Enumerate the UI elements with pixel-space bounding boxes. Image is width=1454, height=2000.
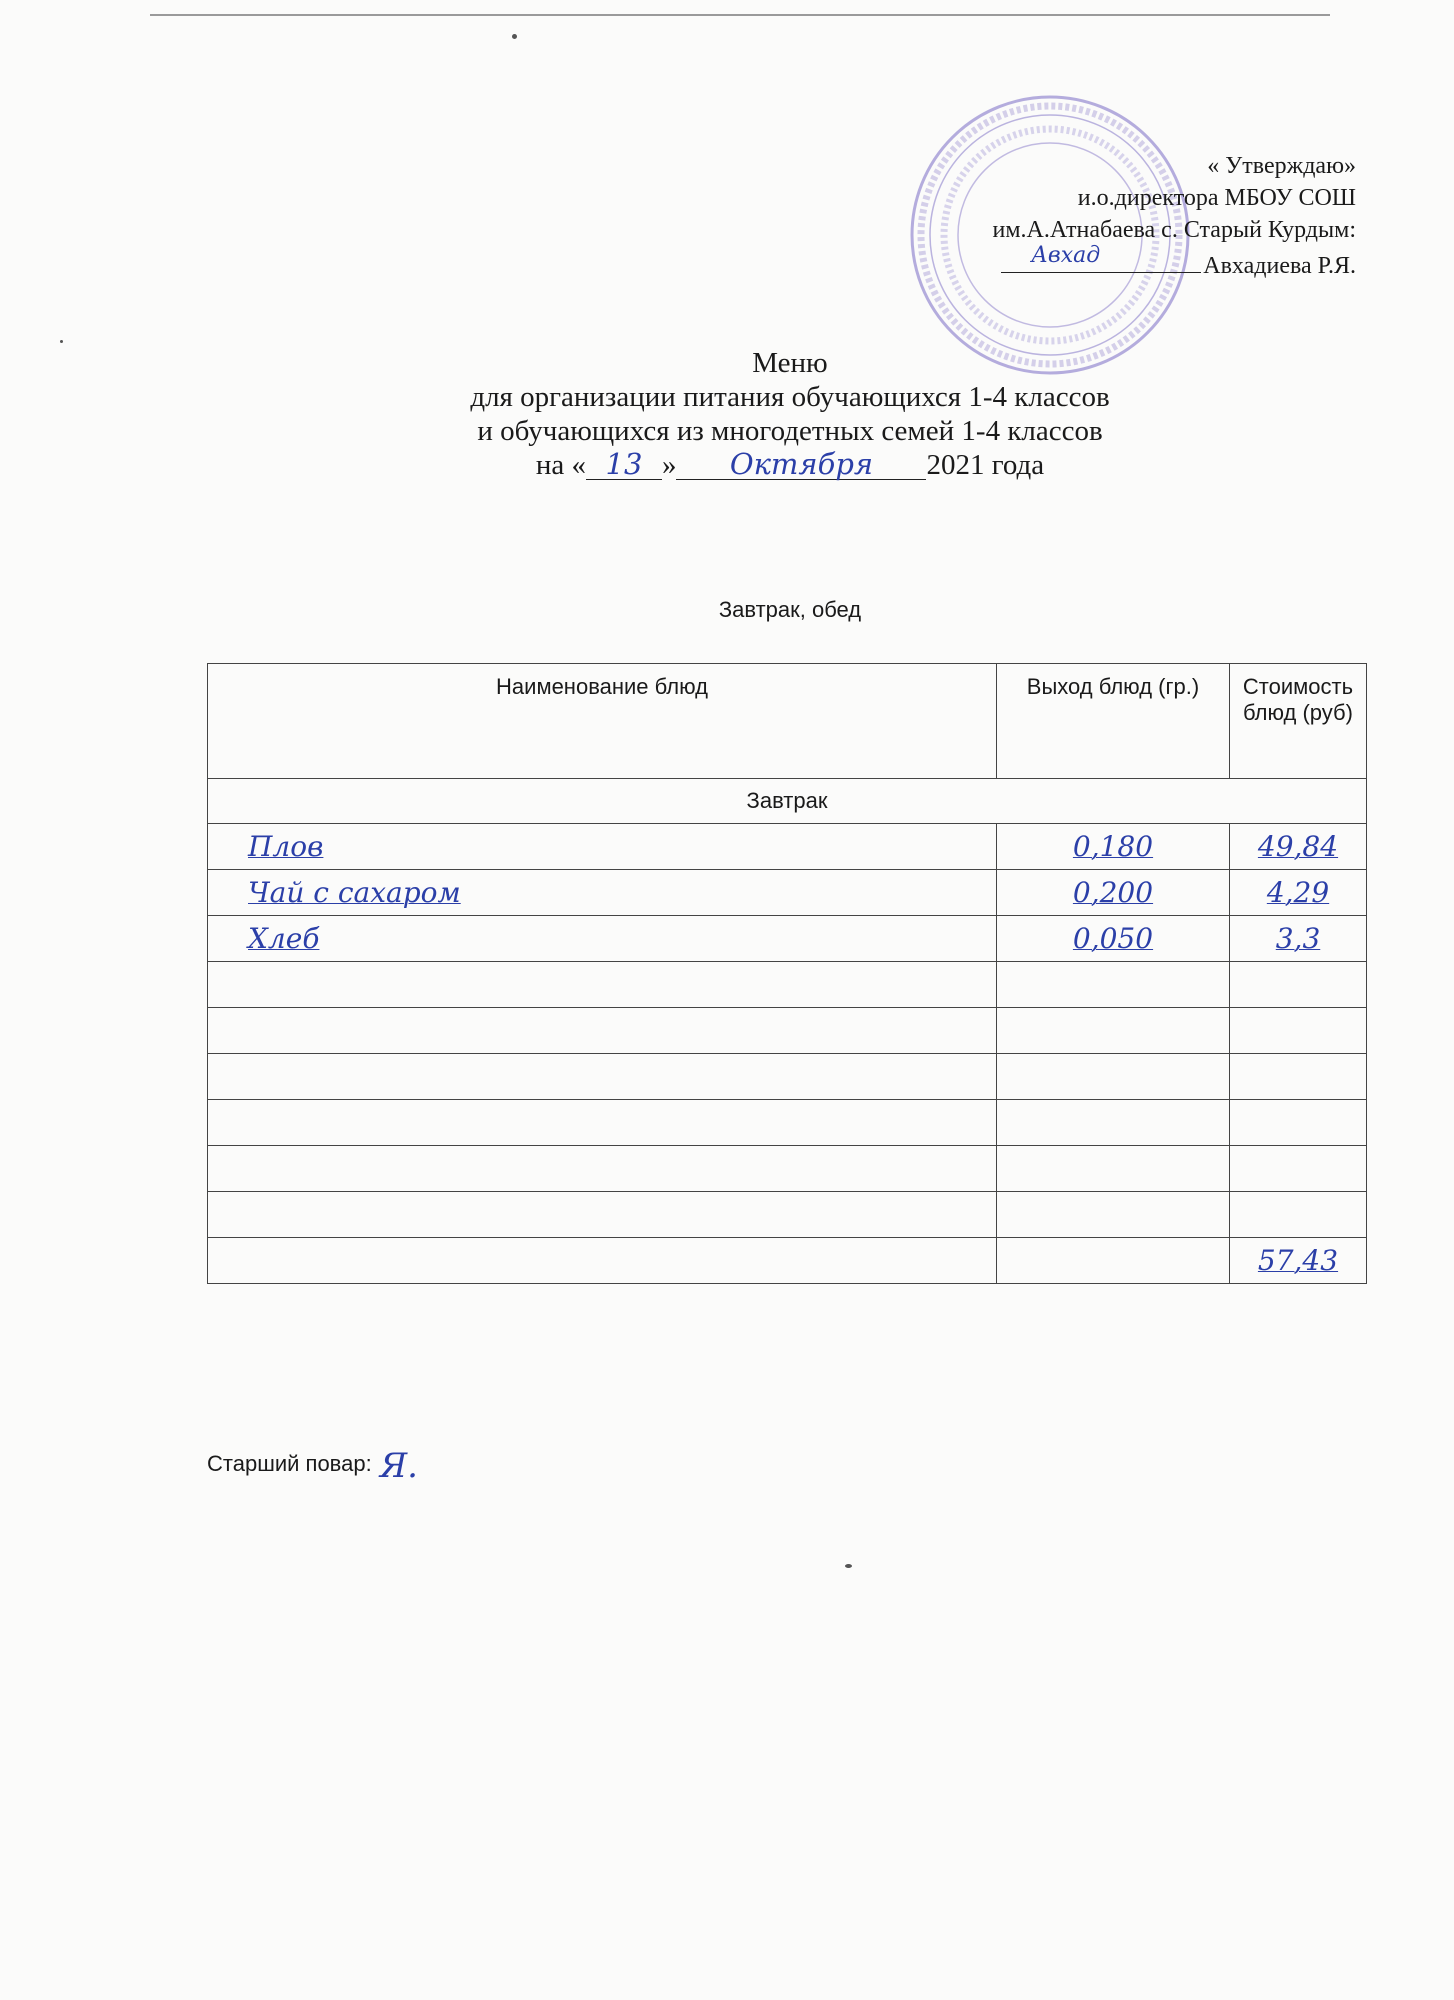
approval-heading: « Утверждаю» (1207, 153, 1356, 179)
approval-block (993, 150, 1357, 282)
dish-name-cell (208, 1100, 997, 1146)
header-dish-weight: Выход блюд (гр.) (997, 664, 1230, 779)
dish-weight-cell: 0,180 (997, 824, 1230, 870)
dish-weight-cell (997, 962, 1230, 1008)
approval-position: и.о.директора МБОУ СОШ (1077, 185, 1356, 211)
table-row (208, 1100, 1367, 1146)
menu-table (207, 663, 1367, 1284)
dish-weight-cell (997, 1192, 1230, 1238)
header-dish-name: Наименование блюд (208, 664, 997, 779)
table-row (208, 962, 1367, 1008)
dish-price-cell (1230, 962, 1367, 1008)
dish-weight-cell: 0,050 (997, 916, 1230, 962)
dish-name-cell (208, 1146, 997, 1192)
dish-name-cell: Плов (208, 824, 997, 870)
title-line-1: Меню (752, 347, 828, 379)
dish-weight-cell: 0,200 (997, 870, 1230, 916)
dish-weight-cell (997, 1146, 1230, 1192)
table-row (208, 1054, 1367, 1100)
table-row (208, 1146, 1367, 1192)
date-month: Октября (676, 449, 926, 480)
title-line-3: и обучающихся из многодетных семей 1-4 классов (477, 415, 1103, 447)
dish-price-cell: 4,29 (1230, 870, 1367, 916)
dish-weight-cell (997, 1100, 1230, 1146)
section-breakfast: Завтрак (208, 779, 1367, 824)
section-row (208, 779, 1367, 824)
dish-price-cell: 3,3 (1230, 916, 1367, 962)
meal-label: Завтрак, обед (718, 597, 862, 622)
table-row (208, 1192, 1367, 1238)
title-date-line (0, 448, 1454, 482)
document-title (0, 346, 1454, 482)
title-line-2: для организации питания обучающихся 1-4 классов (470, 381, 1110, 413)
cook-signature: Я. (379, 1446, 418, 1486)
scan-speck (845, 1564, 852, 1568)
scan-speck (60, 340, 63, 343)
dish-price-cell (1230, 1192, 1367, 1238)
approval-school: им.А.Атнабаева с. Старый Курдым: (992, 217, 1356, 243)
header-dish-price: Стоимость блюд (руб) (1230, 664, 1367, 779)
cook-label: Старший повар: (207, 1451, 372, 1476)
table-row (208, 916, 1367, 962)
table-header-row (208, 664, 1367, 779)
table-row (208, 824, 1367, 870)
page-top-edge (150, 14, 1330, 16)
scan-speck (512, 34, 517, 39)
dish-name-cell (208, 1192, 997, 1238)
dish-name-cell: Хлеб (208, 916, 997, 962)
signature-blank (1001, 243, 1201, 273)
table-row (208, 870, 1367, 916)
dish-weight-cell (997, 1238, 1230, 1284)
dish-price-cell (1230, 1100, 1367, 1146)
dish-price-cell (1230, 1008, 1367, 1054)
dish-name-cell (208, 1054, 997, 1100)
dish-price-cell (1230, 1146, 1367, 1192)
dish-name-cell (208, 962, 997, 1008)
dish-price-cell: 49,84 (1230, 824, 1367, 870)
director-signature: Авхад (1031, 243, 1101, 268)
dish-weight-cell (997, 1008, 1230, 1054)
dish-weight-cell (997, 1054, 1230, 1100)
table-row (208, 1008, 1367, 1054)
dish-name-cell (208, 1238, 997, 1284)
table-row (208, 1238, 1367, 1284)
approval-signature-line (993, 243, 1357, 282)
approval-signer: Авхадиева Р.Я. (1203, 253, 1356, 279)
date-prefix: на « (535, 449, 586, 481)
dish-name-cell: Чай с сахаром (208, 870, 997, 916)
date-mid: » (661, 449, 677, 481)
date-day: 13 (586, 449, 662, 480)
dish-price-cell (1230, 1054, 1367, 1100)
dish-price-cell: 57,43 (1230, 1238, 1367, 1284)
dish-name-cell (208, 1008, 997, 1054)
date-year: 2021 года (926, 449, 1045, 481)
cook-signature-block (207, 1446, 418, 1486)
